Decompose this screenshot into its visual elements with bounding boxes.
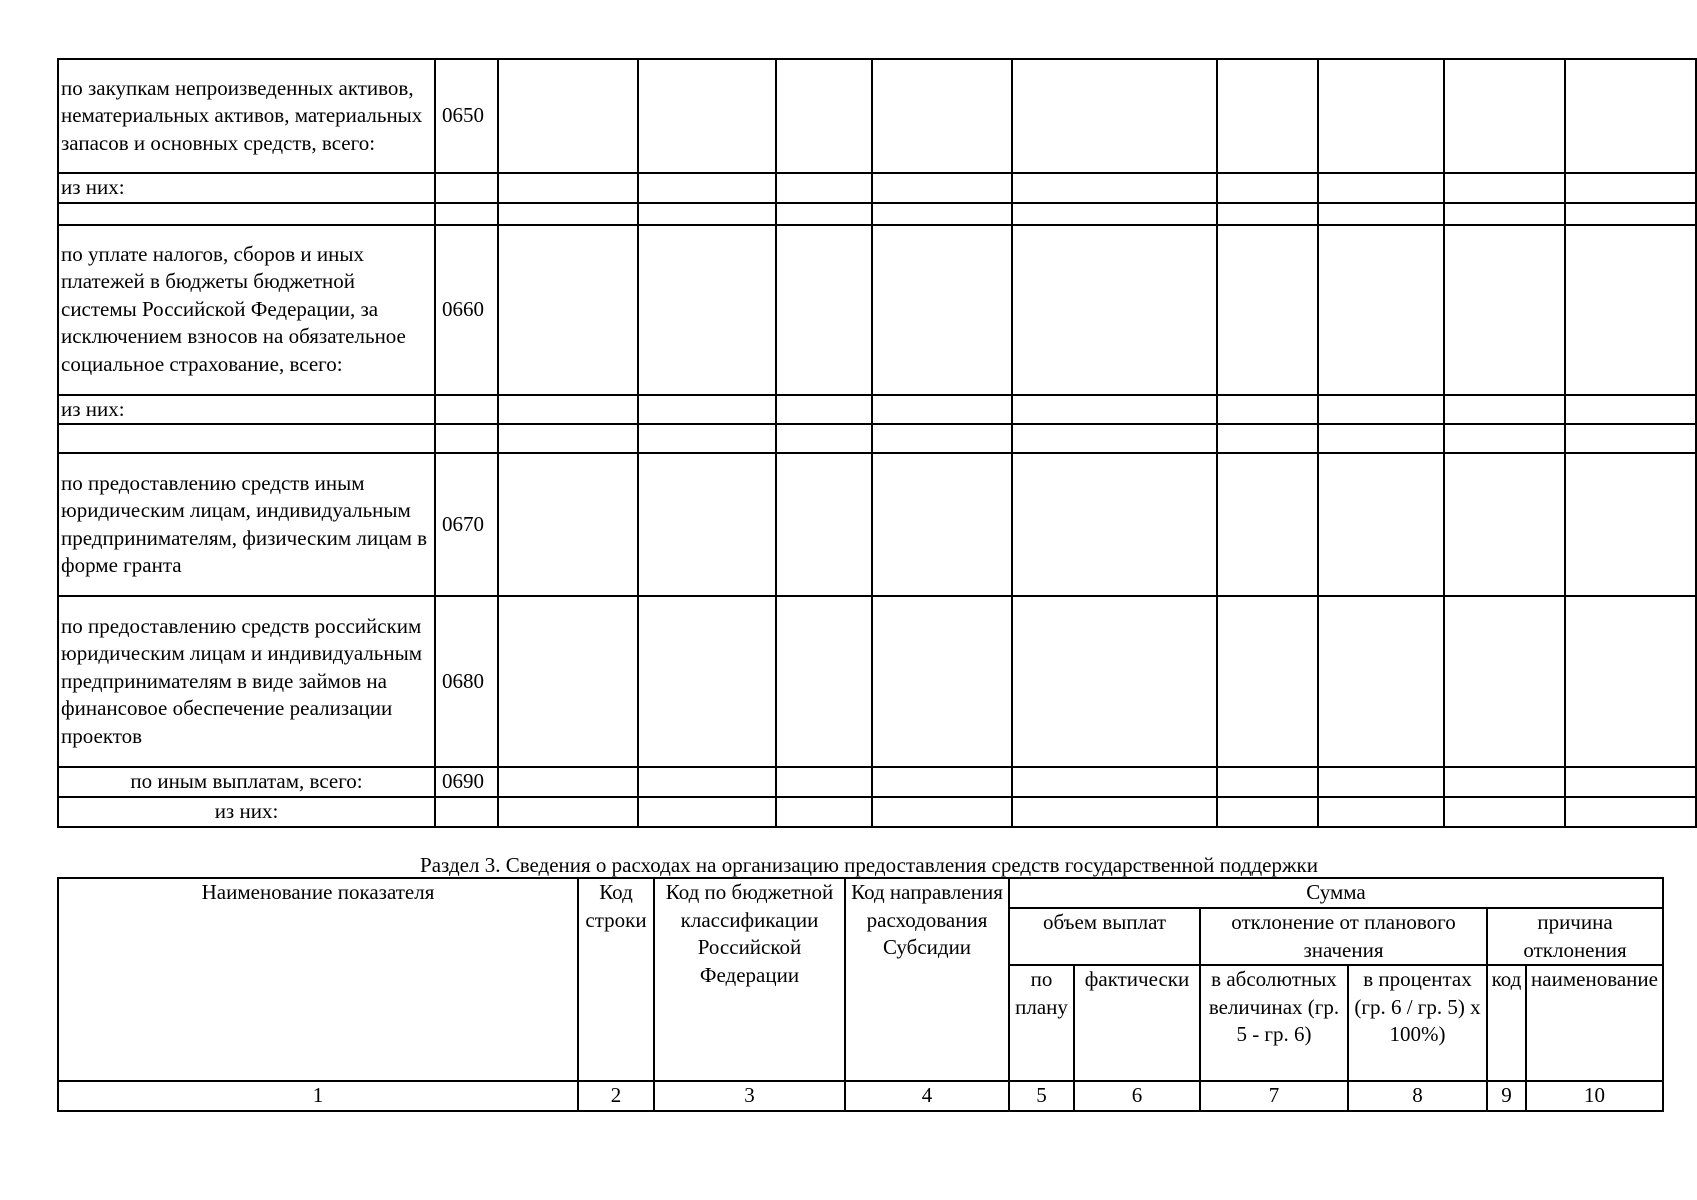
empty-value-cell bbox=[1444, 203, 1565, 225]
column-number: 10 bbox=[1526, 1081, 1663, 1111]
empty-value-cell bbox=[498, 767, 638, 797]
empty-value-cell bbox=[498, 453, 638, 596]
empty-value-cell bbox=[776, 395, 872, 425]
s3-header-row-1 bbox=[58, 878, 1663, 908]
empty-value-cell bbox=[1012, 767, 1217, 797]
header-percent: в процентах (гр. 6 / гр. 5) x 100%) bbox=[1348, 965, 1487, 1081]
empty-value-cell bbox=[498, 225, 638, 395]
column-number: 9 bbox=[1487, 1081, 1526, 1111]
empty-value-cell bbox=[872, 173, 1012, 203]
empty-value-cell bbox=[776, 797, 872, 827]
section2-table-body bbox=[58, 59, 1696, 827]
empty-value-cell bbox=[776, 59, 872, 173]
empty-value-cell bbox=[1318, 797, 1444, 827]
empty-value-cell bbox=[1565, 453, 1696, 596]
section2-table bbox=[57, 58, 1697, 828]
table-row bbox=[58, 424, 1696, 453]
empty-value-cell bbox=[1217, 203, 1318, 225]
empty-value-cell bbox=[1444, 225, 1565, 395]
empty-value-cell bbox=[1318, 596, 1444, 767]
empty-value-cell bbox=[498, 173, 638, 203]
empty-value-cell bbox=[1565, 395, 1696, 425]
empty-value-cell bbox=[1565, 225, 1696, 395]
row-name bbox=[58, 203, 435, 225]
row-code bbox=[435, 797, 498, 827]
empty-value-cell bbox=[1444, 767, 1565, 797]
empty-value-cell bbox=[1444, 395, 1565, 425]
header-reason-code: код bbox=[1487, 965, 1526, 1081]
header-row-code: Код строки bbox=[578, 878, 654, 1081]
empty-value-cell bbox=[638, 797, 776, 827]
empty-value-cell bbox=[872, 424, 1012, 453]
empty-value-cell bbox=[1444, 596, 1565, 767]
empty-value-cell bbox=[1565, 59, 1696, 173]
empty-value-cell bbox=[1565, 203, 1696, 225]
empty-value-cell bbox=[1444, 453, 1565, 596]
header-indicator-name: Наименование показателя bbox=[58, 878, 578, 1081]
empty-value-cell bbox=[1217, 59, 1318, 173]
row-name: по предоставлению средств российским юридическим лицам и индивидуальным предпринимателям в виде займов на финансовое обеспечение реализации проектов bbox=[58, 596, 435, 767]
empty-value-cell bbox=[638, 59, 776, 173]
header-direction-code: Код направления расходования Субсидии bbox=[845, 878, 1009, 1081]
empty-value-cell bbox=[1318, 453, 1444, 596]
empty-value-cell bbox=[872, 225, 1012, 395]
empty-value-cell bbox=[1318, 767, 1444, 797]
table-row bbox=[58, 767, 1696, 797]
empty-value-cell bbox=[872, 395, 1012, 425]
empty-value-cell bbox=[1217, 395, 1318, 425]
empty-value-cell bbox=[1012, 225, 1217, 395]
row-name: из них: bbox=[58, 797, 435, 827]
empty-value-cell bbox=[638, 225, 776, 395]
empty-value-cell bbox=[498, 203, 638, 225]
header-deviation: отклонение от планового значения bbox=[1200, 908, 1487, 965]
empty-value-cell bbox=[776, 453, 872, 596]
empty-value-cell bbox=[1565, 767, 1696, 797]
empty-value-cell bbox=[1012, 596, 1217, 767]
row-code: 0650 bbox=[435, 59, 498, 173]
empty-value-cell bbox=[872, 203, 1012, 225]
empty-value-cell bbox=[1444, 797, 1565, 827]
empty-value-cell bbox=[1217, 225, 1318, 395]
row-name: из них: bbox=[58, 173, 435, 203]
empty-value-cell bbox=[1012, 59, 1217, 173]
empty-value-cell bbox=[638, 453, 776, 596]
table-row bbox=[58, 395, 1696, 425]
column-number: 4 bbox=[845, 1081, 1009, 1111]
empty-value-cell bbox=[1012, 203, 1217, 225]
empty-value-cell bbox=[1217, 767, 1318, 797]
empty-value-cell bbox=[1012, 424, 1217, 453]
header-actual: фактически bbox=[1074, 965, 1200, 1081]
empty-value-cell bbox=[1318, 173, 1444, 203]
empty-value-cell bbox=[498, 797, 638, 827]
table-row bbox=[58, 225, 1696, 395]
empty-value-cell bbox=[1565, 797, 1696, 827]
empty-value-cell bbox=[776, 596, 872, 767]
column-number: 2 bbox=[578, 1081, 654, 1111]
empty-value-cell bbox=[872, 797, 1012, 827]
empty-value-cell bbox=[638, 767, 776, 797]
empty-value-cell bbox=[776, 225, 872, 395]
empty-value-cell bbox=[1444, 173, 1565, 203]
row-code: 0660 bbox=[435, 225, 498, 395]
table-row bbox=[58, 203, 1696, 225]
empty-value-cell bbox=[638, 203, 776, 225]
column-number: 3 bbox=[654, 1081, 845, 1111]
empty-value-cell bbox=[1565, 596, 1696, 767]
empty-value-cell bbox=[1318, 225, 1444, 395]
header-payments-volume: объем выплат bbox=[1009, 908, 1200, 965]
row-name: по закупкам непроизведенных активов, нематериальных активов, материальных запасов и основных средств, всего: bbox=[58, 59, 435, 173]
empty-value-cell bbox=[1318, 395, 1444, 425]
empty-value-cell bbox=[1565, 424, 1696, 453]
header-sum: Сумма bbox=[1009, 878, 1663, 908]
table-row bbox=[58, 59, 1696, 173]
empty-value-cell bbox=[872, 767, 1012, 797]
empty-value-cell bbox=[1318, 203, 1444, 225]
header-by-plan: по плану bbox=[1009, 965, 1074, 1081]
row-name: по иным выплатам, всего: bbox=[58, 767, 435, 797]
empty-value-cell bbox=[638, 424, 776, 453]
empty-value-cell bbox=[1012, 797, 1217, 827]
column-number: 8 bbox=[1348, 1081, 1487, 1111]
row-code bbox=[435, 424, 498, 453]
empty-value-cell bbox=[498, 395, 638, 425]
row-code: 0670 bbox=[435, 453, 498, 596]
row-code bbox=[435, 173, 498, 203]
table-row bbox=[58, 797, 1696, 827]
row-name: по уплате налогов, сборов и иных платежей в бюджеты бюджетной системы Российской Федерации, за исключением взносов на обязательное социальное страхование, всего: bbox=[58, 225, 435, 395]
empty-value-cell bbox=[872, 453, 1012, 596]
row-name: по предоставлению средств иным юридическим лицам, индивидуальным предпринимателям, физическим лицам в форме гранта bbox=[58, 453, 435, 596]
header-reason: причина отклонения bbox=[1487, 908, 1663, 965]
empty-value-cell bbox=[1012, 453, 1217, 596]
empty-value-cell bbox=[1444, 59, 1565, 173]
empty-value-cell bbox=[1217, 173, 1318, 203]
empty-value-cell bbox=[872, 59, 1012, 173]
empty-value-cell bbox=[776, 203, 872, 225]
table-row bbox=[58, 173, 1696, 203]
empty-value-cell bbox=[1565, 173, 1696, 203]
header-budget-code: Код по бюджетной классификации Российской Федерации bbox=[654, 878, 845, 1081]
empty-value-cell bbox=[1318, 59, 1444, 173]
empty-value-cell bbox=[638, 596, 776, 767]
section3-table bbox=[57, 877, 1664, 1112]
s3-column-numbers-row bbox=[58, 1081, 1663, 1111]
row-code bbox=[435, 395, 498, 425]
empty-value-cell bbox=[638, 395, 776, 425]
row-code: 0680 bbox=[435, 596, 498, 767]
empty-value-cell bbox=[638, 173, 776, 203]
empty-value-cell bbox=[1217, 596, 1318, 767]
column-number: 6 bbox=[1074, 1081, 1200, 1111]
empty-value-cell bbox=[776, 767, 872, 797]
row-code bbox=[435, 203, 498, 225]
empty-value-cell bbox=[776, 424, 872, 453]
empty-value-cell bbox=[1012, 173, 1217, 203]
empty-value-cell bbox=[776, 173, 872, 203]
row-code: 0690 bbox=[435, 767, 498, 797]
row-name bbox=[58, 424, 435, 453]
table-row bbox=[58, 453, 1696, 596]
empty-value-cell bbox=[1444, 424, 1565, 453]
header-reason-name: наименование bbox=[1526, 965, 1663, 1081]
empty-value-cell bbox=[498, 59, 638, 173]
row-name: из них: bbox=[58, 395, 435, 425]
empty-value-cell bbox=[498, 596, 638, 767]
table-row bbox=[58, 596, 1696, 767]
empty-value-cell bbox=[498, 424, 638, 453]
empty-value-cell bbox=[1217, 797, 1318, 827]
section3-title: Раздел 3. Сведения о расходах на организацию предоставления средств государственной поддержки bbox=[420, 853, 1318, 877]
header-absolute: в абсолютных величинах (гр. 5 - гр. 6) bbox=[1200, 965, 1348, 1081]
empty-value-cell bbox=[1217, 424, 1318, 453]
column-number: 5 bbox=[1009, 1081, 1074, 1111]
empty-value-cell bbox=[1012, 395, 1217, 425]
empty-value-cell bbox=[1318, 424, 1444, 453]
empty-value-cell bbox=[1217, 453, 1318, 596]
column-number: 1 bbox=[58, 1081, 578, 1111]
empty-value-cell bbox=[872, 596, 1012, 767]
column-number: 7 bbox=[1200, 1081, 1348, 1111]
